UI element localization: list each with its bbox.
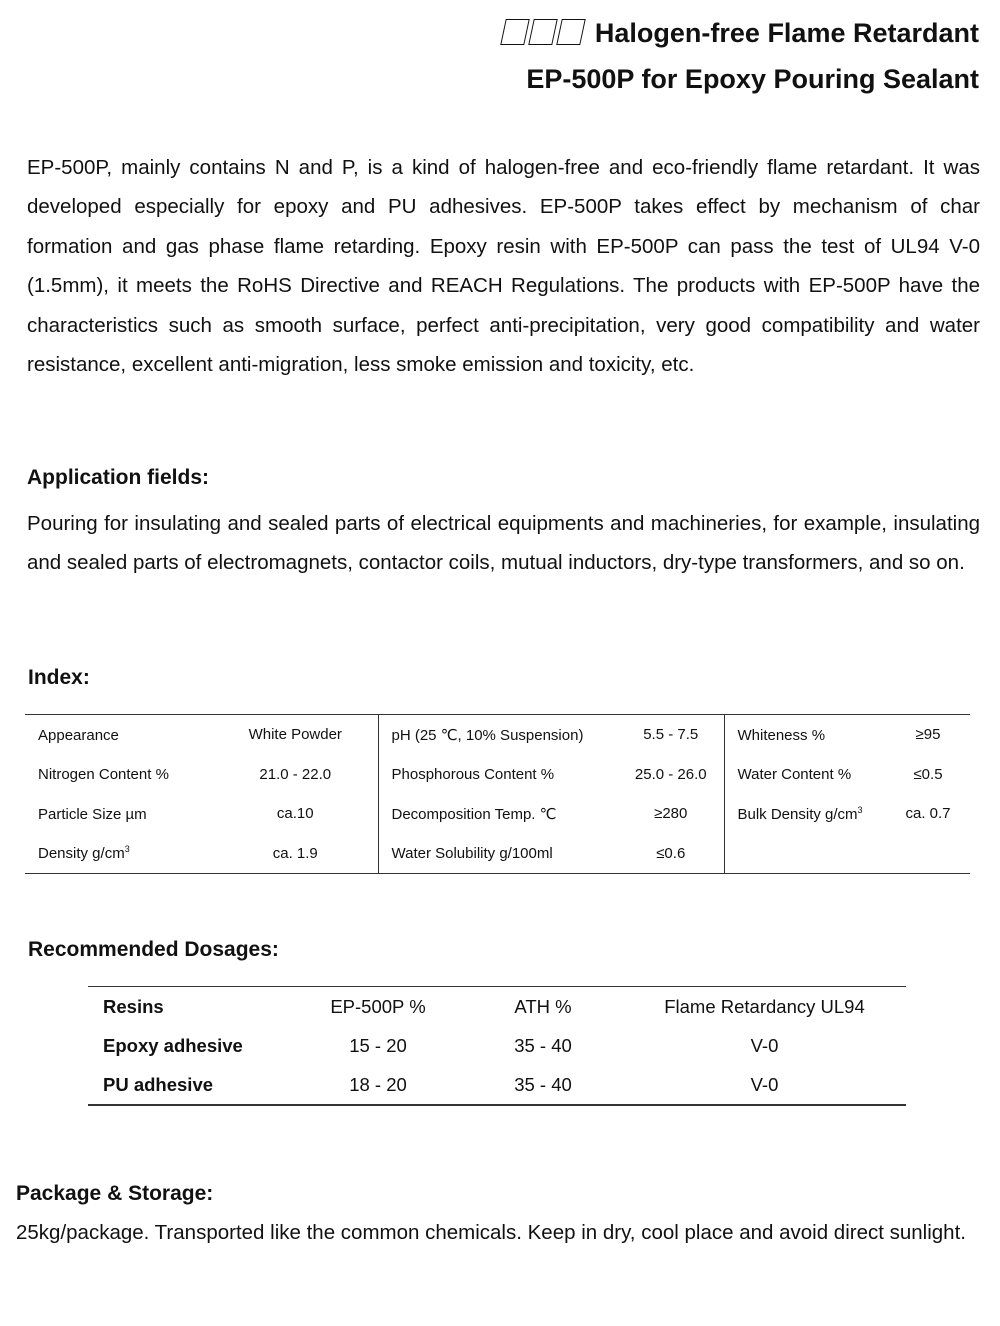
property-value: 21.0 - 22.0: [213, 755, 378, 795]
package-heading: Package & Storage:: [16, 1182, 214, 1205]
table-row: [88, 1026, 906, 1065]
property-value: ca. 0.7: [905, 805, 951, 823]
ul94-rating: V-0: [750, 1073, 779, 1095]
property-label: Water Solubility g/100ml: [391, 845, 553, 863]
property-value: [886, 834, 970, 874]
property-value: ≥280: [618, 794, 724, 834]
table-row: [25, 715, 970, 755]
column-header: Flame Retardancy UL94: [664, 995, 865, 1017]
property-value: ca.10: [213, 794, 378, 834]
ep500p-dosage: 15 - 20: [349, 1034, 407, 1056]
application-paragraph: Pouring for insulating and sealed parts of electrical equipments and machineries, for example, insulating and sealed parts of electromagnets, contactor coils, mutual inductors, dry-type transformers, and so on.: [27, 512, 980, 575]
property-label: Phosphorous Content %: [391, 766, 555, 784]
property-label: Appearance: [38, 726, 119, 744]
ep500p-dosage: 18 - 20: [349, 1073, 407, 1095]
missing-glyph-icon: [528, 19, 558, 45]
property-value: 5.5 - 7.5: [618, 715, 724, 755]
property-value: ≥95: [915, 726, 941, 744]
property-label: Whiteness %: [737, 726, 826, 744]
package-paragraph: 25kg/package. Transported like the common chemicals. Keep in dry, cool place and avoid direct sunlight.: [16, 1221, 966, 1244]
ath-dosage: 35 - 40: [514, 1034, 572, 1056]
title-text-1: Halogen-free Flame Retardant: [594, 18, 979, 48]
property-label: [724, 834, 886, 874]
property-label: Decomposition Temp. ℃: [391, 805, 557, 823]
table-row: [25, 755, 970, 795]
property-value: 25.0 - 26.0: [618, 755, 724, 795]
missing-glyph-icon: [556, 19, 586, 45]
document-title-line-1: [503, 10, 979, 56]
application-heading: Application fields:: [27, 466, 210, 489]
property-value: ≤0.6: [618, 834, 724, 874]
dosages-table: [88, 986, 906, 1106]
property-label: Water Content %: [737, 766, 852, 784]
intro-paragraph: EP-500P, mainly contains N and P, is a kind of halogen-free and eco-friendly flame retardant. It was developed especially for epoxy and PU adhesives. EP-500P takes effect by mechanism of char formation and gas phase flame retarding. Epoxy resin with EP-500P can pass the test of UL94 V-0 (1.5mm), it meets the RoHS Directive and REACH Regulations. The products with EP-500P have the characteristics such as smooth surface, perfect anti-precipitation, very good compatibility and water resistance, excellent anti-migration, less smoke emission and toxicity, etc.: [27, 156, 980, 377]
property-label: pH (25 ℃, 10% Suspension): [391, 726, 584, 744]
resin-name: PU adhesive: [103, 1073, 214, 1095]
column-header: Resins: [103, 995, 164, 1017]
unrendered-glyph-boxes: [503, 10, 587, 56]
index-table: [25, 714, 970, 874]
property-label: Particle Size µm: [38, 805, 147, 823]
table-row: [25, 794, 970, 834]
property-value: ca. 1.9: [213, 834, 378, 874]
column-header: EP-500P %: [330, 995, 426, 1017]
document-title-line-2: EP-500P for Epoxy Pouring Sealant: [526, 64, 979, 94]
index-heading: Index:: [28, 666, 90, 689]
property-value: White Powder: [213, 715, 378, 755]
dosages-heading: Recommended Dosages:: [28, 938, 279, 961]
ath-dosage: 35 - 40: [514, 1073, 572, 1095]
property-label: Density $g/cm^3$: [38, 844, 130, 863]
table-row: [88, 1065, 906, 1105]
dosages-header-row: [88, 987, 906, 1027]
property-value: ≤0.5: [913, 765, 943, 783]
property-label: Nitrogen Content %: [38, 766, 169, 784]
property-label: Bulk Density $g/cm^3$: [737, 804, 863, 823]
missing-glyph-icon: [500, 19, 530, 45]
resin-name: Epoxy adhesive: [103, 1034, 243, 1056]
ul94-rating: V-0: [750, 1034, 779, 1056]
column-header: ATH %: [514, 995, 572, 1017]
table-row: [25, 834, 970, 874]
